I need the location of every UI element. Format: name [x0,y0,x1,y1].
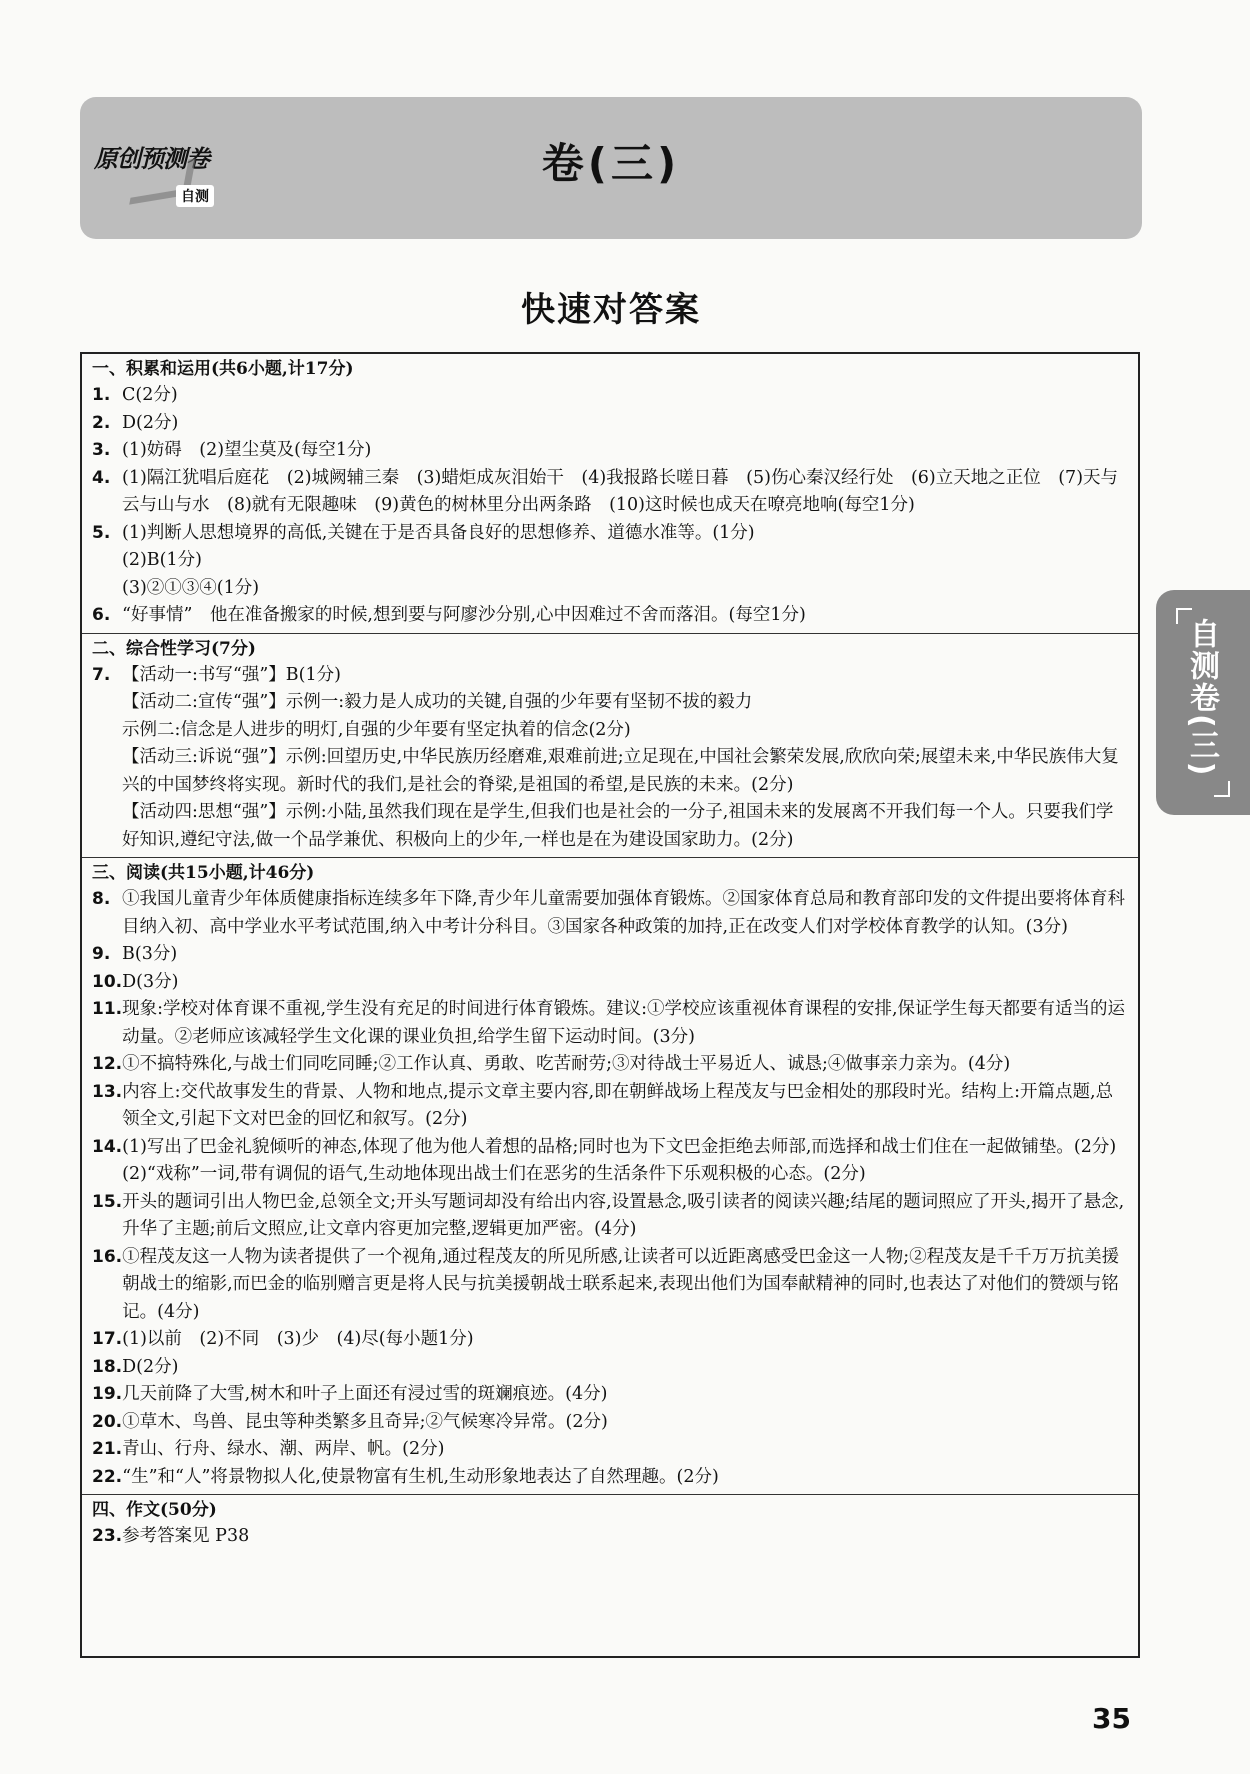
answer-text: 现象:学校对体育课不重视,学生没有充足的时间进行体育锻炼。建议:①学校应该重视体育课程的安排,保证学生每天都要有适当的运动量。②老师应该减轻学生文化课的课业负担,给学生留下运动时间。(3分) [122,999,1126,1047]
answer-item [92,1464,1128,1492]
answer-line: 示例二:信念是人进步的明灯,自强的少年要有坚定执着的信念(2分) [122,719,631,740]
answer-text: (1)以前 (2)不同 (3)少 (4)尽(每小题1分) [122,1329,474,1349]
question-number: 8. [92,889,111,909]
answer-text: C(2分) [122,385,178,405]
question-number: 4. [92,467,111,488]
answer-item [92,941,1128,969]
answer-section [82,354,1138,634]
answer-section [82,858,1138,1495]
question-number: 22. [92,1466,123,1487]
side-tab-label: 自测卷(三) [1184,618,1219,778]
question-number: 10. [92,971,123,992]
question-number: 9. [92,944,111,964]
answer-section [82,1495,1138,1554]
answer-item [92,969,1128,997]
question-number: 3. [92,440,111,460]
section-title: 二、综合性学习(7分) [92,638,256,659]
answer-item [92,1409,1128,1437]
answer-text: (1)妨碍 (2)望尘莫及(每空1分) [122,440,372,460]
answer-line: (3)②①③④(1分) [122,577,260,598]
answer-line: 【活动四:思想“强”】示例:小陆,虽然我们现在是学生,但我们也是社会的一分子,祖国未来的发展离不开我们每一个人。只要我们学好知识,遵纪守法,做一个品学兼优、积极向上的少年,一样也是在为建设国家助力。(2分) [122,802,1114,850]
answer-item [92,410,1128,438]
question-number: 6. [92,605,111,625]
answer-text [122,1134,1128,1189]
answer-item [92,1326,1128,1354]
question-number: 21. [92,1439,123,1459]
answer-text: 内容上:交代故事发生的背景、人物和地点,提示文章主要内容,即在朝鲜战场上程茂友与巴金相处的那段时光。结构上:开篇点题,总领全文,引起下文对巴金的回忆和叙写。(2分) [122,1081,1114,1129]
answer-text: ①我国儿童青少年体质健康指标连续多年下降,青少年儿童需要加强体育锻炼。②国家体育总局和教育部印发的文件提出要将体育科目纳入初、高中学业水平考试范围,纳入中考计分科目。③国家各种政策的加持,正在改变人们对学校体育教学的认知。(3分) [122,889,1126,937]
answer-item [92,1051,1128,1079]
answer-line: (2)“戏称”一词,带有调侃的语气,生动地体现出战士们在恶劣的生活条件下乐观积极的心态。(2分) [122,1164,866,1184]
bracket-icon [1214,781,1230,797]
answer-text: 几天前降了大雪,树木和叶子上面还有浸过雪的斑斓痕迹。(4分) [122,1384,608,1404]
answer-line: (2)B(1分) [122,550,202,570]
answer-item [92,1134,1128,1189]
answer-item [92,996,1128,1051]
answer-text [122,662,1128,855]
question-number: 12. [92,1054,123,1074]
answer-line: (1)写出了巴金礼貌倾听的神态,体现了他为他人着想的品格;同时也为下文巴金拒绝去师部,而选择和战士们住在一起做铺垫。(2分) [122,1136,1117,1157]
question-number: 5. [92,522,111,543]
answer-item [92,1436,1128,1464]
section-title: 三、阅读(共15小题,计46分) [92,863,315,883]
side-tab [1156,590,1250,815]
answer-section [82,634,1138,859]
answer-line: 【活动二:宣传“强”】示例一:毅力是人成功的关键,自强的少年要有坚韧不拔的毅力 [122,692,753,712]
question-number: 23. [92,1526,123,1546]
answer-text: ①草木、鸟兽、昆虫等种类繁多且奇异;②气候寒冷异常。(2分) [122,1411,608,1432]
logo-subtitle: 自测 [176,185,214,207]
answer-item [92,1189,1128,1244]
answer-item [92,520,1128,603]
answer-line: (1)判断人思想境界的高低,关键在于是否具备良好的思想修养、道德水准等。(1分) [122,522,755,543]
section-title: 一、积累和运用(共6小题,计17分) [92,359,354,379]
question-number: 13. [92,1081,123,1102]
question-number: 20. [92,1411,123,1432]
answer-text: ①程茂友这一人物为读者提供了一个视角,通过程茂友的所见所感,让读者可以近距离感受巴金这一人物;②程茂友是千千万万抗美援朝战士的缩影,而巴金的临别赠言更是将人民与抗美援朝战士联系起来,表现出他们为国奉献精神的同时,也表达了对他们的赞颂与铭记。(4分) [122,1246,1120,1322]
question-number: 19. [92,1384,123,1404]
answer-item [92,662,1128,855]
answer-text: 参考答案见 P38 [122,1526,250,1546]
question-number: 1. [92,385,111,405]
answer-item [92,1354,1128,1382]
answer-text: “生”和“人”将景物拟人化,使景物富有生机,生动形象地表达了自然理趣。(2分) [122,1466,719,1487]
answer-item [92,465,1128,520]
question-number: 2. [92,412,111,433]
question-number: 11. [92,999,123,1019]
question-number: 17. [92,1329,123,1349]
answer-line: 【活动一:书写“强”】B(1分) [122,664,341,685]
answer-text: ①不搞特殊化,与战士们同吃同睡;②工作认真、勇敢、吃苦耐劳;③对待战士平易近人、诚恳;④做事亲力亲为。(4分) [122,1054,1011,1074]
question-number: 15. [92,1191,123,1212]
answer-text: (1)隔江犹唱后庭花 (2)城阙辅三秦 (3)蜡炬成灰泪始干 (4)我报路长嗟日暮 (5)伤心秦汉经行处 (6)立天地之正位 (7)天与云与山与水 (8)就有无限趣味 (9)黄色的树林里分出两条路 (10)这时候也成天在嘹亮地响(每空1分) [122,467,1119,515]
question-number: 16. [92,1246,123,1267]
answer-text [122,520,1128,603]
answer-text: D(2分) [122,1356,179,1377]
header-banner [80,97,1142,239]
question-number: 14. [92,1136,123,1157]
page-number: 35 [1092,1702,1131,1735]
answer-text: D(2分) [122,412,179,433]
answer-item [92,886,1128,941]
answer-item [92,1381,1128,1409]
answer-item [92,1244,1128,1327]
answer-line: 【活动三:诉说“强”】示例:回望历史,中华民族历经磨难,艰难前进;立足现在,中国社会繁荣发展,欣欣向荣;展望未来,中华民族伟大复兴的中国梦终将实现。新时代的我们,是社会的脊梁,是祖国的希望,是民族的未来。(2分) [122,747,1119,795]
logo-text: 原创预测卷 [94,145,209,173]
answer-text: B(3分) [122,944,178,964]
answer-text: 开头的题词引出人物巴金,总领全文;开头写题词却没有给出内容,设置悬念,吸引读者的阅读兴趣;结尾的题词照应了开头,揭开了悬念,升华了主题;前后文照应,让文章内容更加完整,逻辑更加严密。(4分) [122,1191,1125,1239]
answer-table [80,352,1140,1658]
question-number: 7. [92,664,111,685]
exam-title: 卷(三) [541,139,681,188]
answer-text: D(3分) [122,971,179,992]
answer-item [92,1079,1128,1134]
answer-text: 青山、行舟、绿水、潮、两岸、帆。(2分) [122,1439,445,1459]
answer-item [92,602,1128,630]
answer-text: “好事情” 他在准备搬家的时候,想到要与阿廖沙分别,心中因难过不舍而落泪。(每空1分) [122,605,806,625]
section-title: 四、作文(50分) [92,1500,217,1520]
answer-item [92,437,1128,465]
question-number: 18. [92,1356,123,1377]
answer-item [92,1523,1128,1551]
answer-item [92,382,1128,410]
page-heading: 快速对答案 [521,290,701,330]
